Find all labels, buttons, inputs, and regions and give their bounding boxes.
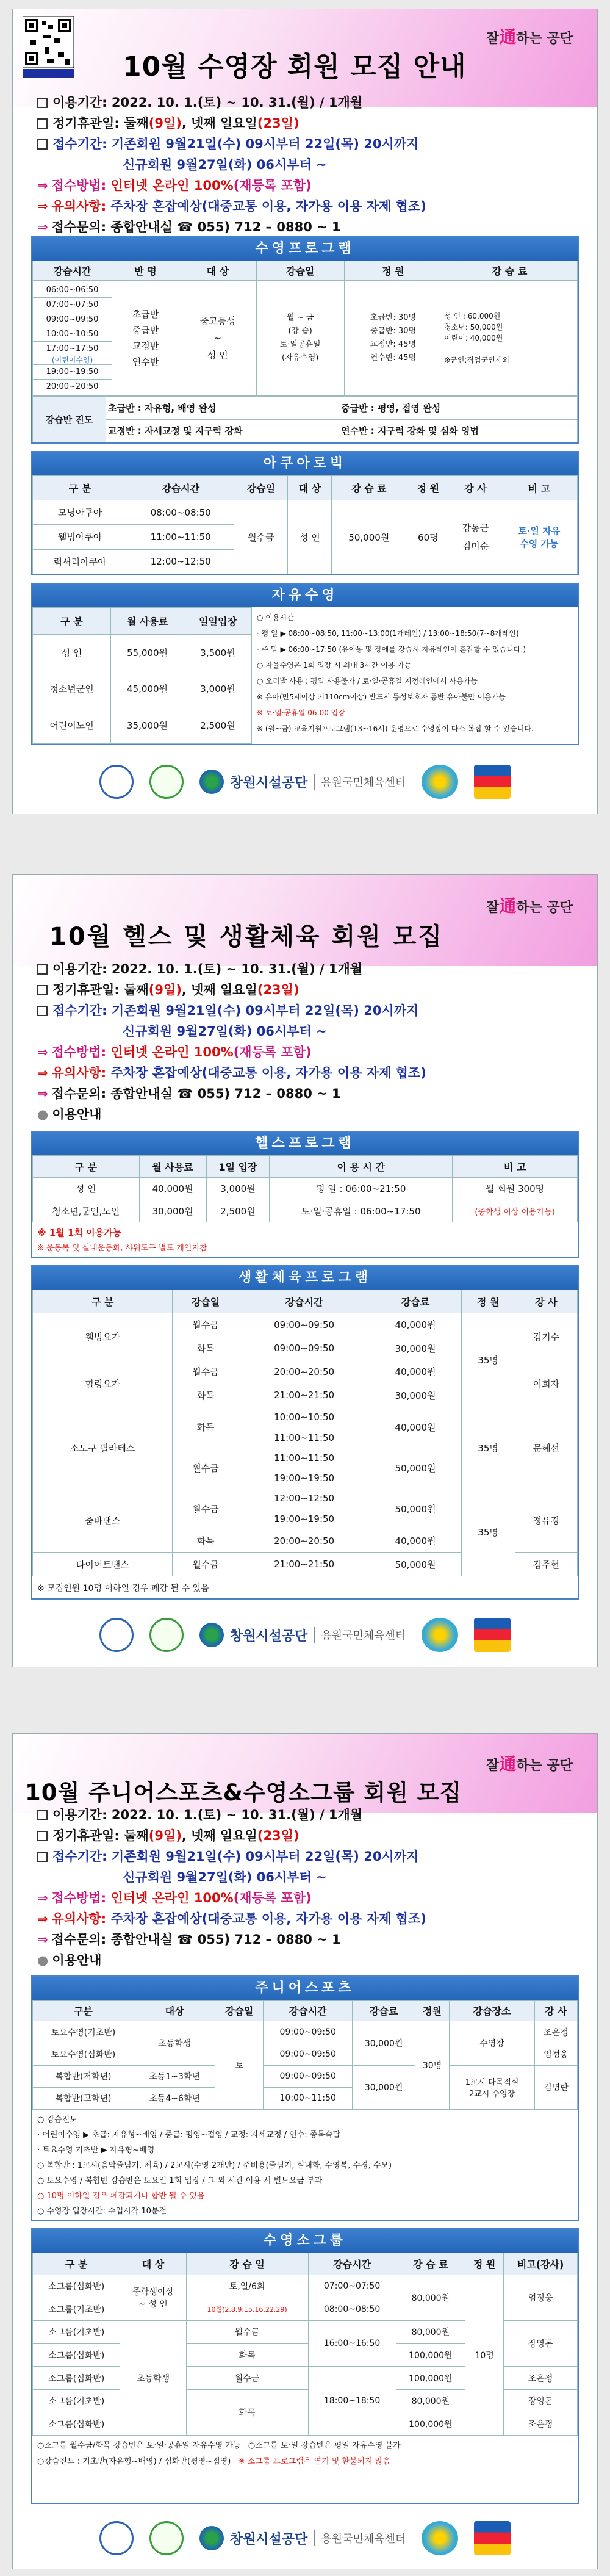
class-names-cell: [112, 281, 179, 396]
group-fee: 80,000원: [396, 2389, 465, 2412]
org-name: 창원시설공단: [229, 1628, 308, 1644]
qr-code-icon: [23, 16, 74, 78]
group-class: 소그룹(기초반): [33, 2298, 120, 2321]
time-slot: 09:00~09:50: [33, 312, 112, 327]
note-line: ○ 복합반 : 1교시(음악줄넘기, 체육) / 2교시(수영 2개반) / 준비용(줄넘기, 실내화, 수영복, 수경, 수모): [37, 2161, 392, 2170]
group-days: 월수금: [186, 2321, 308, 2344]
swim-program-table: [32, 261, 578, 396]
junior-class: 복합반(고학년): [33, 2087, 134, 2109]
group-time: 18:00~18:50: [308, 2367, 396, 2436]
junior-class: 복합반(저학년): [33, 2065, 134, 2087]
group-fee: 100,000원: [396, 2343, 465, 2367]
aqua-name: 럭셔리아쿠아: [33, 549, 127, 574]
junior-table: [32, 2000, 578, 2110]
emblem-icon: [99, 1618, 134, 1652]
col-header: 1일 입장: [206, 1156, 270, 1178]
free-row-daily: 2,500원: [184, 707, 252, 744]
junior-day: 토: [215, 2021, 264, 2110]
group-days: 토,일/6회: [186, 2275, 308, 2298]
health-monthly: 30,000원: [139, 1200, 206, 1222]
aqua-time: 08:00~08:50: [127, 500, 234, 525]
free-swim-section: [31, 583, 579, 745]
col-header: 강습시간: [33, 261, 112, 281]
group-time: 08:00~08:50: [308, 2298, 396, 2321]
junior-capacity: 30명: [415, 2021, 449, 2110]
footer-logos: [13, 757, 597, 806]
section-title: 생활체육프로그램: [32, 1266, 578, 1290]
health-hours: 평 일 : 06:00~21:50: [270, 1178, 453, 1200]
group-days: 10월(2,8,9,15,16,22,29): [186, 2298, 308, 2321]
time-slot: 17:00~17:50: [46, 344, 99, 353]
program-time: 09:00~09:50: [239, 1313, 370, 1337]
note-line: ※ (월~금) 교육지원프로그램(13~16시) 운영으로 수영장이 다소 복잡 할 수 있습니다.: [257, 724, 534, 733]
group-class: 소그룹(기초반): [33, 2321, 120, 2344]
program-teacher: 김기수: [515, 1313, 577, 1360]
note-line: · 평 일 ▶ 08:00~08:50, 11:00~13:00(1개레인) / 13:00~18:50(7~8개레인): [257, 629, 519, 638]
aqua-table: [32, 475, 578, 574]
col-header: 강 습 일: [186, 2253, 308, 2275]
aqua-time: 12:00~12:50: [127, 549, 234, 574]
free-swim-table: [32, 607, 252, 744]
group-class: 소그룹(심화반): [33, 2412, 120, 2436]
slogan: 잘通하는 공단: [486, 896, 573, 916]
teacher-name: 김미순: [462, 541, 489, 552]
aqua-name: 모닝아쿠아: [33, 500, 127, 525]
col-header: 구 분: [33, 1290, 173, 1313]
col-header: 대 상: [179, 261, 257, 281]
health-row-label: 청소년,군인,노인: [33, 1200, 140, 1222]
note-line: · 토요수영 기초반 ▶ 자유형~배영: [37, 2146, 155, 2155]
col-header: 일일입장: [184, 608, 252, 635]
section-title: 헬스프로그램: [32, 1132, 578, 1155]
junior-class: 토요수영(심화반): [33, 2043, 134, 2065]
program-time: 19:00~19:50: [239, 1468, 370, 1488]
footer-logos: [13, 2514, 597, 2563]
note-line: ※ 운동복 및 실내운동화, 샤워도구 별도 개인지참: [37, 1244, 207, 1253]
slogan: 잘通하는 공단: [486, 1754, 573, 1774]
emblem-icon: [99, 765, 134, 799]
days-cell: 월 ~ 금 (강 습) 토·일공휴일 (자유수영): [256, 281, 344, 396]
junior-time: 09:00~09:50: [263, 2043, 352, 2065]
emblem-icon: [99, 2521, 134, 2555]
center-name: 용원국민체육센터: [314, 774, 406, 790]
health-note: 월 회원 300명: [453, 1178, 578, 1200]
group-capacity: 10명: [465, 2275, 504, 2436]
group-teacher: 엄정웅: [504, 2275, 578, 2321]
health-monthly: 40,000원: [139, 1178, 206, 1200]
program-name: 다이어트댄스: [33, 1553, 173, 1576]
note-line: ○소그룹 토·일 강습반은 평일 자유수영 불가: [248, 2441, 401, 2450]
note-line: ○강습진도 : 기초반(자유형~배영) / 심화반(평영~접영): [37, 2457, 231, 2466]
aqua-fee: 50,000원: [332, 500, 406, 574]
col-header: 대 상: [120, 2253, 186, 2275]
program-name: 줌바댄스: [33, 1488, 173, 1553]
note-line: ○ 수영장 입장시간: 수업시작 10분전: [37, 2207, 167, 2216]
section-title: 주니어스포츠: [32, 1977, 578, 2000]
aqua-time: 11:00~11:50: [127, 525, 234, 549]
group-days: 화목: [186, 2389, 308, 2435]
col-header: 비 고: [501, 476, 577, 500]
program-days: 화목: [173, 1529, 239, 1553]
section-title: 수영프로그램: [32, 237, 578, 261]
center-name: 용원국민체육센터: [314, 2530, 406, 2546]
junior-notes: [32, 2110, 578, 2221]
program-fee: 40,000원: [370, 1529, 461, 1553]
group-teacher: 장영돈: [504, 2389, 578, 2412]
free-swim-notes: [252, 607, 578, 744]
col-header: 강 습 료: [442, 261, 578, 281]
note-line: ○ 토요수영 / 복합반 강습반은 토요일 1회 입장 / 그 외 시간 이용 시 별도요금 부과: [37, 2176, 323, 2185]
col-header: 정 원: [465, 2253, 504, 2275]
junior-fee: 30,000원: [353, 2065, 415, 2110]
free-row-daily: 3,000원: [184, 671, 252, 707]
program-name: 힐링요가: [33, 1360, 173, 1407]
note-line: ○ 강습진도: [37, 2115, 77, 2124]
progress-text: 초급반 : 자유형, 배영 완성: [106, 397, 339, 420]
junior-teacher: 조은정: [534, 2021, 577, 2043]
aqua-days: 월수금: [234, 500, 288, 574]
program-days: 화목: [173, 1337, 239, 1360]
col-header: 강습시간: [239, 1290, 370, 1313]
col-header: 강 사: [534, 2001, 577, 2021]
program-time: 09:00~09:50: [239, 1337, 370, 1360]
certification-icon: [149, 1618, 184, 1652]
program-fee: 30,000원: [370, 1337, 461, 1360]
city-flag-icon: [474, 1618, 511, 1652]
certification-icon: [149, 2521, 184, 2555]
health-table: [32, 1155, 578, 1222]
program-time: 20:00~20:50: [239, 1360, 370, 1384]
junior-section: [31, 1975, 579, 2221]
group-target: 중학생이상 ~ 성 인: [120, 2275, 186, 2321]
group-teacher: 조은정: [504, 2367, 578, 2390]
aqua-name: 웰빙아쿠아: [33, 525, 127, 549]
col-header: 정원: [415, 2001, 449, 2021]
org-name: 창원시설공단: [229, 775, 308, 791]
col-header: 구 분: [33, 1156, 140, 1178]
group-days: 화목: [186, 2343, 308, 2367]
col-header: 대 상: [288, 476, 332, 500]
time-slot: 19:00~19:50: [33, 365, 112, 380]
group-teacher: 장영돈: [504, 2321, 578, 2367]
program-teacher: 정유경: [515, 1488, 577, 1553]
junior-place: 수영장: [450, 2021, 535, 2066]
small-group-section: [31, 2228, 579, 2504]
section-title: 자유수영: [32, 584, 578, 607]
health-daily: 3,000원: [206, 1178, 270, 1200]
program-capacity: 35명: [461, 1488, 515, 1576]
free-row-label: 청소년군인: [33, 671, 111, 707]
progress-text: 연수반 : 지구력 강화 및 심화 영법: [339, 419, 578, 442]
program-teacher: 이희자: [515, 1360, 577, 1407]
footer-logos: [13, 1611, 597, 1659]
program-days: 화목: [173, 1384, 239, 1407]
program-days: 월수금: [173, 1360, 239, 1384]
col-header: 강습료: [353, 2001, 415, 2021]
city-flag-icon: [474, 2521, 511, 2555]
junior-class: 토요수영(기초반): [33, 2021, 134, 2043]
time-slot: 20:00~20:50: [46, 381, 99, 391]
program-teacher: 김주현: [515, 1553, 577, 1576]
health-hours: 토·일·공휴일 : 06:00~17:50: [270, 1200, 453, 1222]
col-header: 강 습 료: [332, 476, 406, 500]
note-line: ○ 자율수영은 1회 입장 시 최대 3시간 이용 가능: [257, 661, 412, 669]
slogan: 잘通하는 공단: [486, 27, 573, 47]
center-name: 용원국민체육센터: [314, 1627, 406, 1643]
note-line: ○ 이용시간: [257, 613, 294, 622]
col-header: 구 분: [33, 476, 127, 500]
class-name: 중급반: [132, 325, 159, 336]
city-flag-icon: [474, 765, 511, 799]
program-teacher: 문혜선: [515, 1407, 577, 1488]
mascot-icon: [422, 2521, 458, 2555]
col-header: 이 용 시 간: [270, 1156, 453, 1178]
col-header: 월 사용료: [139, 1156, 206, 1178]
aqua-capacity: 60명: [406, 500, 450, 574]
poster-junior: [12, 1733, 598, 2569]
col-header: 구분: [33, 2001, 134, 2021]
program-name: 소도구 필라테스: [33, 1407, 173, 1488]
col-header: 강습료: [370, 1290, 461, 1313]
col-header: 반 명: [112, 261, 179, 281]
time-slot: 10:00~10:50: [33, 327, 112, 342]
aqua-note: 토·일 자유 수영 가능: [501, 500, 577, 574]
group-time: 16:00~16:50: [308, 2321, 396, 2367]
info-block: 이용기간: 2022. 10. 1.(토) ~ 10. 31.(월) / 1개월 정기휴관일: 둘째(9일), 넷째 일요일(23일) 접수기간: 기존회원 9월21일(수) 09시부터 22일(목) 20시까지 신규회원 9월27일(화) 06시부터 ~ ⇒ 접수방법: 인터넷 온라인 100%(재등록 포함) ⇒ 유의사항: 주차장 혼잡예상(대중교통 이용, 자가용 이용 자제 협조) ⇒ 접수문의: 종합안내실 ☎ 055) 712 – 0880 ~ 1 ● 이용안내: [37, 962, 426, 1122]
poster-health: [12, 874, 598, 1667]
capacity-cell: 초급반: 30명 중급반: 30명 교정반: 45명 연수반: 45명: [344, 281, 442, 396]
swim-times-cell: [33, 281, 112, 396]
program-capacity: 35명: [461, 1313, 515, 1407]
progress-text: 중급반 : 평영, 접영 완성: [339, 397, 578, 420]
program-time: 11:00~11:50: [239, 1448, 370, 1468]
aqua-target: 성 인: [288, 500, 332, 574]
time-slot: 06:00~06:50: [33, 283, 112, 298]
col-header: 강 습 료: [396, 2253, 465, 2275]
program-fee: 40,000원: [370, 1407, 461, 1448]
free-row-monthly: 45,000원: [111, 671, 184, 707]
program-fee: 50,000원: [370, 1448, 461, 1488]
col-header: 강습장소: [450, 2001, 535, 2021]
life-sports-section: [31, 1265, 579, 1600]
poster-swimming: [12, 9, 598, 814]
junior-teacher: 엄정웅: [534, 2043, 577, 2065]
note-line: ○소그룹 월수금/화목 강습반은 토·일·공휴일 자유수영 가능: [37, 2441, 241, 2450]
fee-cell: 성 인 : 60,000원 청소년: 50,000원 어린이: 40,000원 ※군인:직업군인제외: [442, 281, 578, 396]
program-time: 21:00~21:50: [239, 1553, 370, 1576]
group-teacher: 조은정: [504, 2412, 578, 2436]
note-line: ※ 토·일·공휴일 06:00 입장: [257, 709, 345, 717]
section-title: 수영소그룹: [32, 2229, 578, 2253]
col-header: 강 사: [515, 1290, 577, 1313]
col-header: 구 분: [33, 608, 111, 635]
program-time: 20:00~20:50: [239, 1529, 370, 1553]
note-line: ○ 오리발 사용 : 평일 사용불가 / 토·일·공휴일 지정레인에서 사용가능: [257, 677, 478, 685]
group-notes: [32, 2436, 578, 2472]
note-line: ○ 10명 이하일 경우 폐강되거나 합반 될 수 있음: [37, 2192, 205, 2201]
section-title: 아쿠아로빅: [32, 452, 578, 475]
col-header: 월 사용료: [111, 608, 184, 635]
certification-icon: [149, 765, 184, 799]
health-section: [31, 1131, 579, 1258]
program-time: 12:00~12:50: [239, 1488, 370, 1509]
group-fee: 100,000원: [396, 2412, 465, 2436]
junior-time: 09:00~09:50: [263, 2021, 352, 2043]
org-name: 창원시설공단: [229, 2531, 308, 2547]
program-capacity: 35명: [461, 1407, 515, 1488]
col-header: 비 고: [453, 1156, 578, 1178]
program-days: 월수금: [173, 1313, 239, 1337]
program-days: 화목: [173, 1407, 239, 1448]
group-class: 소그룹(심화반): [33, 2275, 120, 2298]
col-header: 강습시간: [127, 476, 234, 500]
org-logo-icon: [199, 2526, 224, 2550]
col-header: 정 원: [461, 1290, 515, 1313]
free-row-label: 성 인: [33, 635, 111, 671]
program-days: 월수금: [173, 1488, 239, 1529]
col-header: 정 원: [406, 476, 450, 500]
group-days: 월수금: [186, 2367, 308, 2390]
class-name: 교정반: [132, 341, 159, 352]
free-row-daily: 3,500원: [184, 635, 252, 671]
free-row-monthly: 55,000원: [111, 635, 184, 671]
junior-target: 초등4~6학년: [134, 2087, 215, 2109]
col-header: 강습시간: [308, 2253, 396, 2275]
program-name: 웰빙요가: [33, 1313, 173, 1360]
group-fee: 80,000원: [396, 2275, 465, 2321]
org-logo-icon: [199, 1623, 224, 1647]
junior-place: 1교시 다목적실 2교시 수영장: [450, 2065, 535, 2110]
program-fee: 30,000원: [370, 1384, 461, 1407]
junior-target: 초등1~3학년: [134, 2065, 215, 2087]
note-line: ※ 유아(만5세이상 키110cm이상) 반드시 동성보호자 동반 유아불만 이용가능: [257, 693, 506, 701]
mascot-icon: [422, 765, 458, 799]
teacher-name: 강동근: [462, 522, 489, 533]
col-header: 구 분: [33, 2253, 120, 2275]
health-daily: 2,500원: [206, 1200, 270, 1222]
org-logo-icon: [199, 770, 224, 794]
col-header: 강습일: [215, 2001, 264, 2021]
note-line: ※ 1월 1회 이용가능: [37, 1227, 122, 1238]
junior-fee: 30,000원: [353, 2021, 415, 2066]
class-name: 초급반: [132, 309, 159, 320]
org-logo: [199, 2526, 406, 2550]
group-fee: 80,000원: [396, 2321, 465, 2344]
progress-text: 교정반 : 자세교정 및 지구력 강화: [106, 419, 339, 442]
note-line: · 어린이수영 ▶ 초급: 자유형~배영 / 중급: 평영~접영 / 교정: 자세교정 / 연수: 종목숙달: [37, 2130, 341, 2140]
group-time: 07:00~07:50: [308, 2275, 396, 2298]
group-fee: 100,000원: [396, 2367, 465, 2390]
col-header: 강습시간: [263, 2001, 352, 2021]
program-days: 월수금: [173, 1448, 239, 1488]
page-title: 10월 수영장 회원 모집 안내: [123, 51, 467, 82]
time-slot: 07:00~07:50: [33, 298, 112, 312]
org-logo: [199, 770, 406, 794]
group-target: 초등학생: [120, 2321, 186, 2436]
page-title: 10월 주니어스포츠&수영소그룹 회원 모집: [25, 1780, 462, 1806]
health-row-label: 성 인: [33, 1178, 140, 1200]
class-name: 연수반: [132, 356, 159, 367]
life-note: ※ 모집인원 10명 이하일 경우 폐강 될 수 있음: [37, 1584, 209, 1593]
col-header: 강습일: [256, 261, 344, 281]
target-cell: 중고등생 ~ 성 인: [179, 281, 257, 396]
health-note: (중학생 이상 이용가능): [453, 1200, 578, 1222]
col-header: 정 원: [344, 261, 442, 281]
program-fee: 40,000원: [370, 1360, 461, 1384]
progress-table: [32, 396, 578, 442]
col-header: 강습일: [234, 476, 288, 500]
note-line: · 주 말 ▶ 06:00~17:50 (유아동 및 장애를 강습시 자유레인이 혼잡할 수 있습니다.): [257, 645, 526, 654]
progress-label: 강습반 진도: [33, 397, 106, 442]
group-class: 소그룹(심화반): [33, 2367, 120, 2390]
swim-program-section: [31, 236, 579, 444]
col-header: 강 사: [450, 476, 501, 500]
program-days: 월수금: [173, 1553, 239, 1576]
junior-teacher: 김명란: [534, 2065, 577, 2110]
col-header: 비고(강사): [504, 2253, 578, 2275]
free-row-label: 어린이노인: [33, 707, 111, 744]
aqua-section: [31, 451, 579, 575]
note-line: ※ 소그룹 프로그램은 연기 및 환불되지 않음: [238, 2457, 390, 2466]
junior-target: 초등학생: [134, 2021, 215, 2066]
col-header: 강습일: [173, 1290, 239, 1313]
junior-time: 10:00~11:50: [263, 2087, 352, 2109]
program-fee: 50,000원: [370, 1488, 461, 1529]
page-title: 10월 헬스 및 생활체육 회원 모집: [49, 923, 443, 951]
info-block: 이용기간: 2022. 10. 1.(토) ~ 10. 31.(월) / 1개월 정기휴관일: 둘째(9일), 넷째 일요일(23일) 접수기간: 기존회원 9월21일(수) 09시부터 22일(목) 20시까지 신규회원 9월27일(화) 06시부터 ~ ⇒ 접수방법: 인터넷 온라인 100%(재등록 포함) ⇒ 유의사항: 주차장 혼잡예상(대중교통 이용, 자가용 이용 자제 협조) ⇒ 접수문의: 종합안내실 ☎ 055) 712 – 0880 ~ 1: [37, 95, 426, 234]
info-block: 이용기간: 2022. 10. 1.(토) ~ 10. 31.(월) / 1개월 정기휴관일: 둘째(9일), 넷째 일요일(23일) 접수기간: 기존회원 9월21일(수) 09시부터 22일(목) 20시까지 신규회원 9월27일(화) 06시부터 ~ ⇒ 접수방법: 인터넷 온라인 100%(재등록 포함) ⇒ 유의사항: 주차장 혼잡예상(대중교통 이용, 자가용 이용 자제 협조) ⇒ 접수문의: 종합안내실 ☎ 055) 712 – 0880 ~ 1 ● 이용안내: [37, 1808, 426, 1968]
program-fee: 40,000원: [370, 1313, 461, 1337]
org-logo: [199, 1623, 406, 1647]
program-time: 11:00~11:50: [239, 1427, 370, 1448]
program-time: 21:00~21:50: [239, 1384, 370, 1407]
program-time: 10:00~10:50: [239, 1407, 370, 1427]
col-header: 대상: [134, 2001, 215, 2021]
time-slot-note: (어린이수영): [33, 356, 112, 365]
mascot-icon: [422, 1618, 458, 1652]
small-group-table: [32, 2253, 578, 2436]
program-time: 19:00~19:50: [239, 1509, 370, 1529]
junior-time: 09:00~09:50: [263, 2065, 352, 2087]
free-row-monthly: 35,000원: [111, 707, 184, 744]
group-class: 소그룹(심화반): [33, 2343, 120, 2367]
group-class: 소그룹(기초반): [33, 2389, 120, 2412]
health-notes: [32, 1222, 578, 1259]
aqua-teachers: [450, 500, 501, 574]
program-fee: 50,000원: [370, 1553, 461, 1576]
life-sports-table: [32, 1290, 578, 1576]
